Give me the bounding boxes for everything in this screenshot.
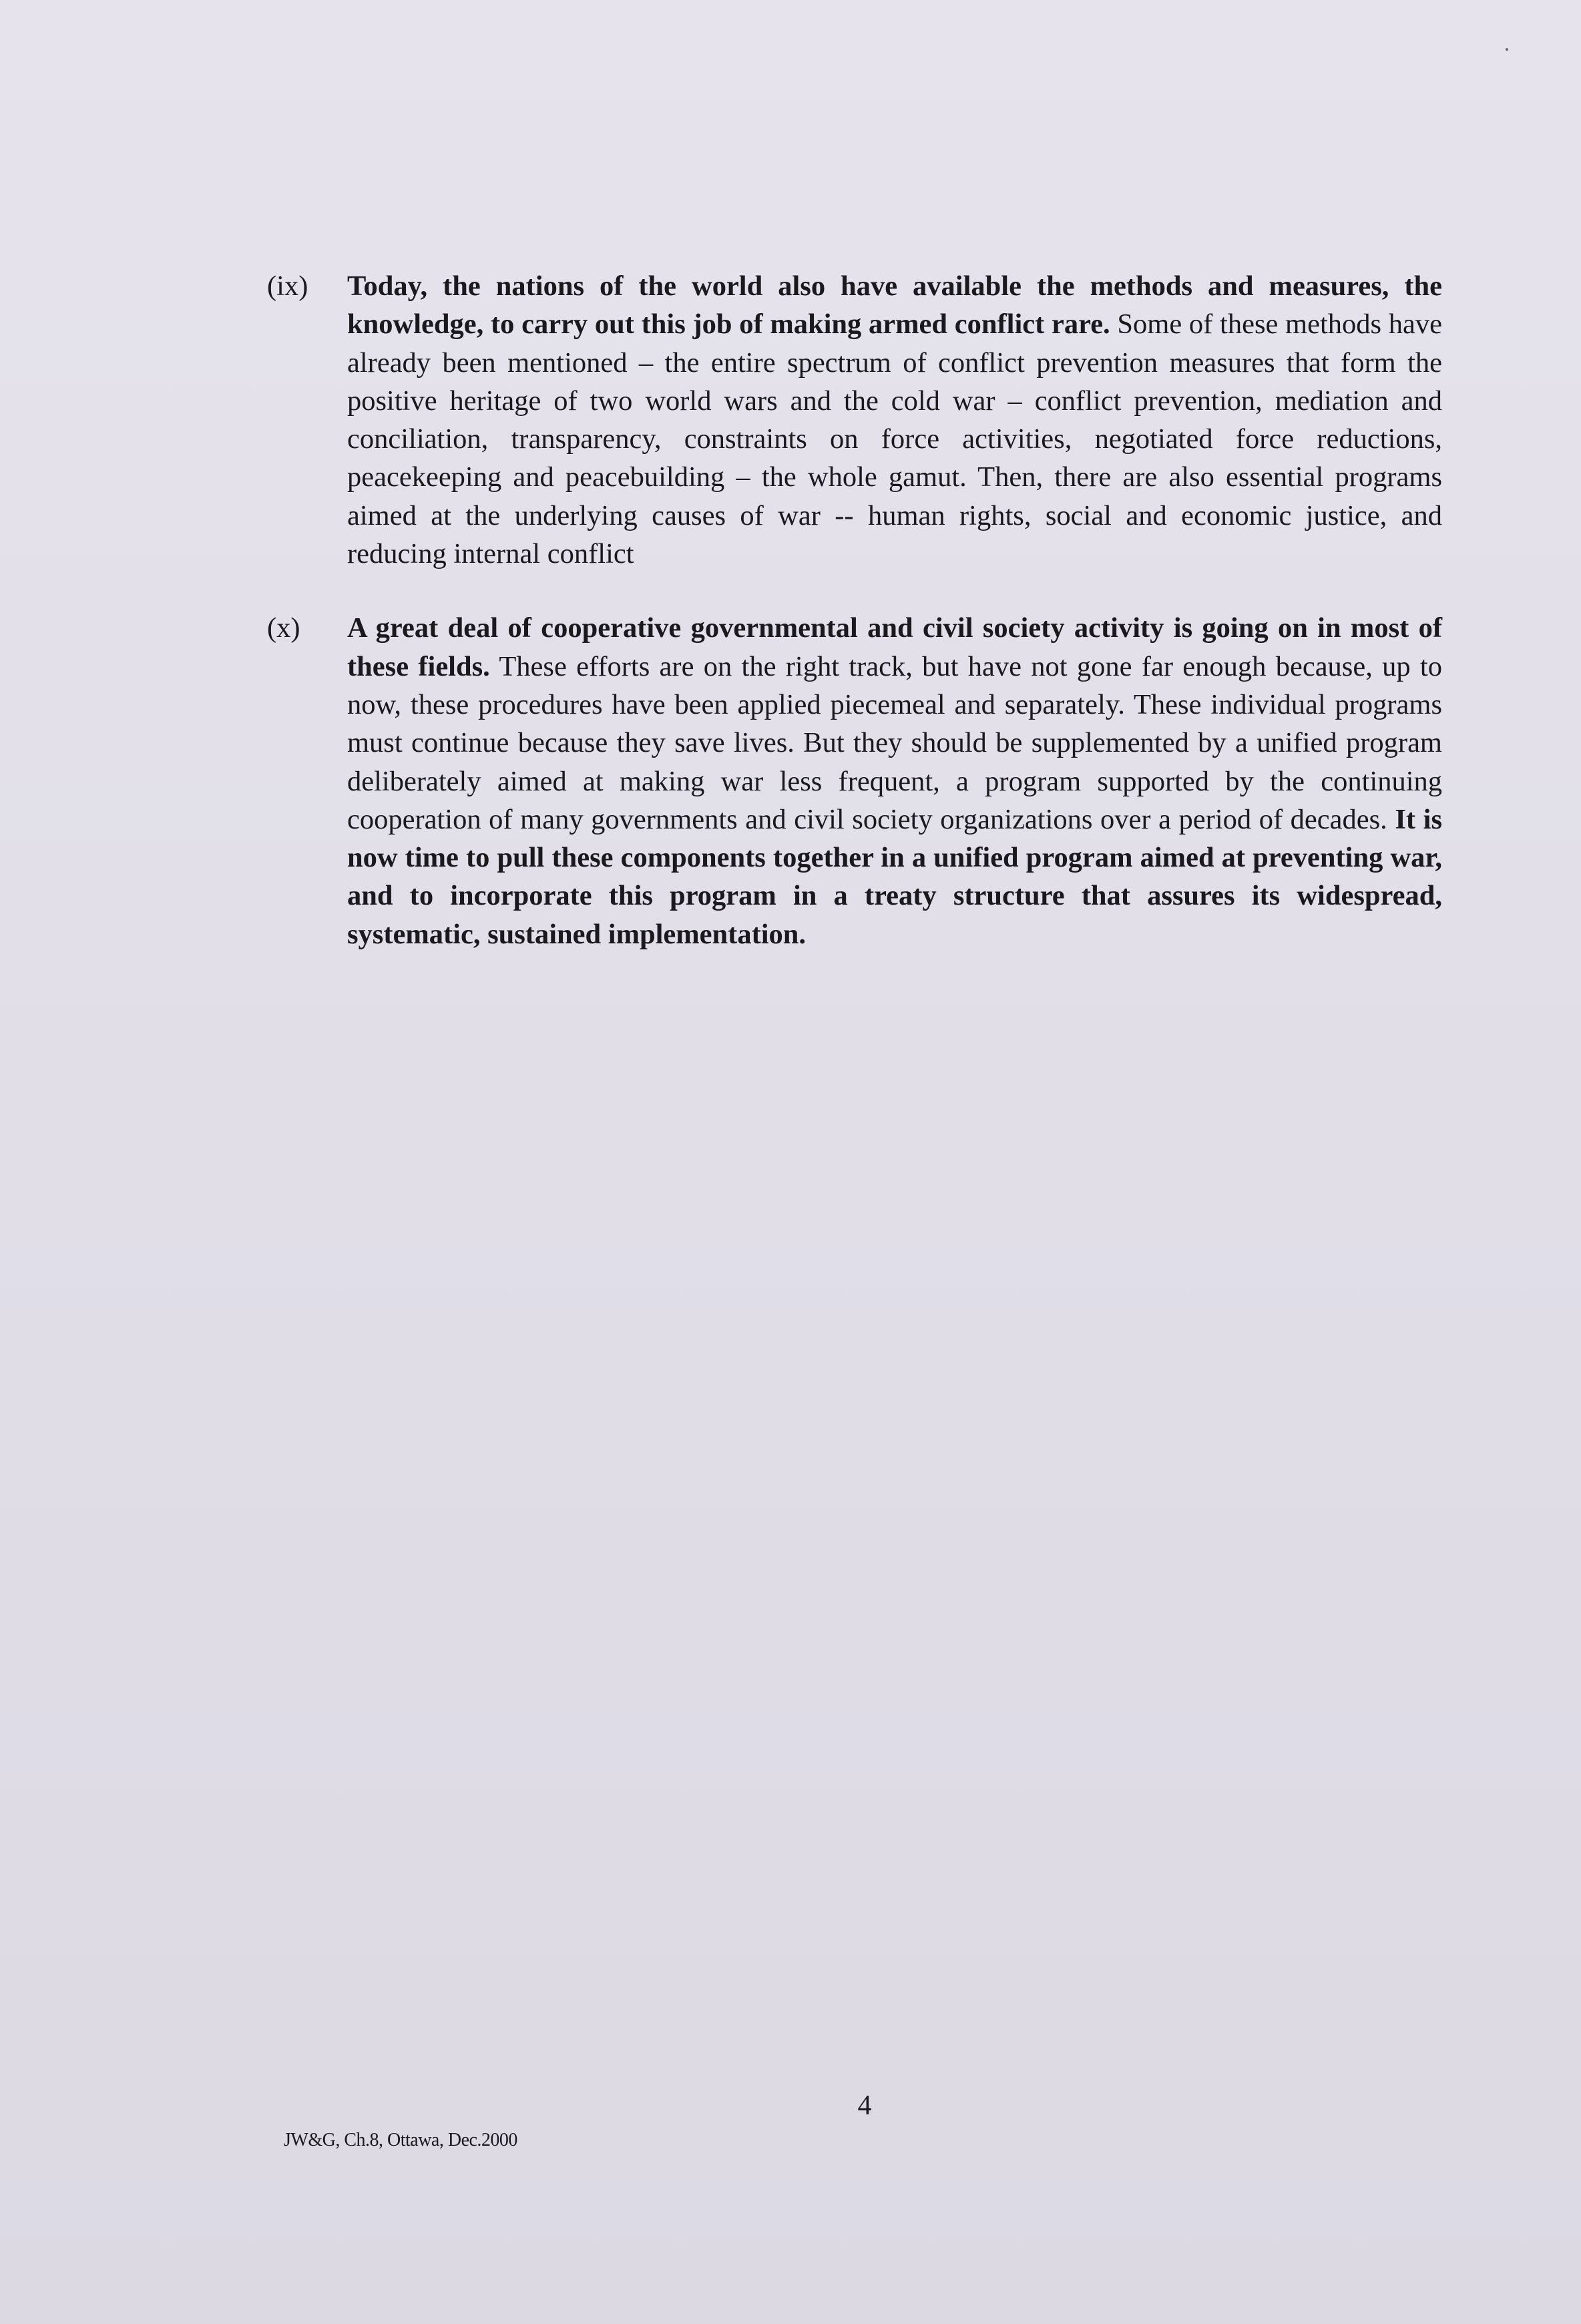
item-marker: (x) [267, 612, 300, 644]
page-number: 4 [857, 2090, 872, 2121]
item-text: These efforts are on the right track, but have not gone far enough because, up to now, these procedures have been applied piecemeal and separately. These individual programs must continue because they save lives. But they should be supplemented by a unified program deliberately aimed at making war less frequent, a program supported by the continuing cooperation of many governments and civil society organizations over a period of decades. [347, 650, 1442, 835]
item-bold-lead: A great deal of cooperative governmental and civil society activity is going on in most of these fields. [347, 612, 1442, 682]
list-item-x [267, 609, 1442, 953]
item-text: Some of these methods have already been mentioned – the entire spectrum of conflict prevention measures that form the positive heritage of two world wars and the cold war – conflict prevention, mediation and conciliation, transparency, constraints on force activities, negotiated force reductions, peacekeeping and peacebuilding – the whole gamut. Then, there are also essential programs aimed at the underlying causes of war -- human rights, social and economic justice, and reducing internal conflict [347, 308, 1443, 570]
paper-speck [1506, 48, 1508, 51]
footer-reference: JW&G, Ch.8, Ottawa, Dec.2000 [284, 2130, 517, 2150]
list-item-ix [267, 267, 1442, 573]
item-bold-lead: Today, the nations of the world also have available the methods and measures, the knowledge, to carry out this job of making armed conflict rare. [347, 270, 1442, 340]
item-marker: (ix) [267, 270, 308, 302]
document-body [267, 267, 1442, 953]
item-bold-tail: It is now time to pull these components together in a unified program aimed at preventing war, and to incorporate this program in a treaty structure that assures its widespread, systematic, sustained implementation. [347, 803, 1442, 950]
